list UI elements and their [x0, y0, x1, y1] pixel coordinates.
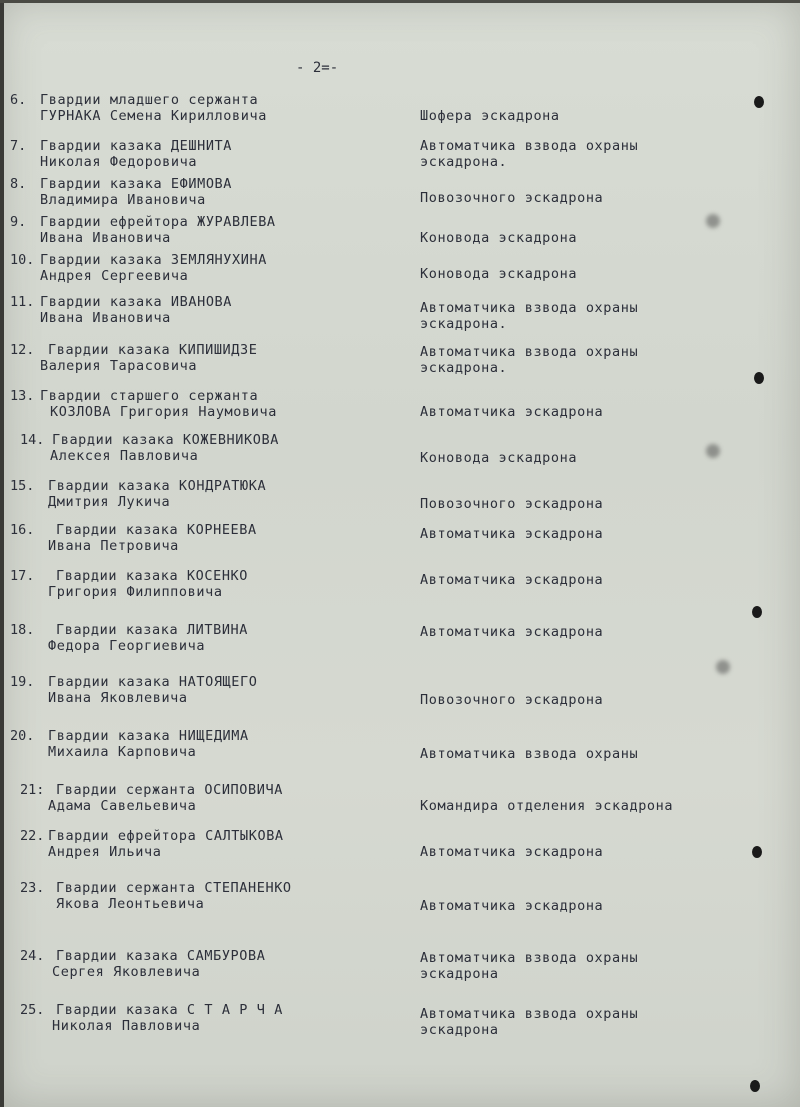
entry-rank-surname: Гвардии казака КОРНЕЕВА: [56, 522, 257, 538]
entry-rank-surname: Гвардии старшего сержанта: [40, 388, 259, 404]
entry-rank-surname: Гвардии казака ЗЕМЛЯНУХИНА: [40, 252, 267, 268]
entry-given-names: ГУРНАКА Семена Кирилловича: [40, 108, 267, 124]
entry-given-names: Владимира Ивановича: [40, 192, 206, 208]
entry-position: Автоматчика взвода охраны: [420, 950, 639, 966]
entry-position: эскадрона.: [420, 360, 508, 376]
entry-position: эскадрона: [420, 966, 499, 982]
entry-number: 23.: [20, 880, 45, 896]
entry-position: Автоматчика эскадрона: [420, 572, 604, 588]
entry-rank-surname: Гвардии казака КОНДРАТЮКА: [48, 478, 267, 494]
entry-position: Автоматчика эскадрона: [420, 624, 604, 640]
entry-number: 17.: [10, 568, 35, 584]
entry-position: Автоматчика взвода охраны: [420, 1006, 639, 1022]
entry-rank-surname: Гвардии казака ДЕШНИТА: [40, 138, 233, 154]
entry-given-names: Ивана Ивановича: [40, 230, 171, 246]
punch-hole: [750, 1080, 760, 1092]
entry-rank-surname: Гвардии сержанта СТЕПАНЕНКО: [56, 880, 292, 896]
entry-position: Коновода эскадрона: [420, 230, 578, 246]
entry-rank-surname: Гвардии казака ИВАНОВА: [40, 294, 233, 310]
entry-rank-surname: Гвардии ефрейтора ЖУРАВЛЕВА: [40, 214, 276, 230]
entry-position: Повозочного эскадрона: [420, 692, 604, 708]
page-top-edge: [0, 0, 800, 3]
entry-given-names: Ивана Ивановича: [40, 310, 171, 326]
entry-rank-surname: Гвардии казака САМБУРОВА: [56, 948, 266, 964]
entry-number: 18.: [10, 622, 35, 638]
entry-given-names: Михаила Карповича: [48, 744, 197, 760]
entry-position: эскадрона: [420, 1022, 499, 1038]
entry-number: 19.: [10, 674, 35, 690]
entry-number: 8.: [10, 176, 27, 192]
entry-position: Автоматчика взвода охраны: [420, 138, 639, 154]
entry-position: Коновода эскадрона: [420, 450, 578, 466]
entry-position: Автоматчика эскадрона: [420, 844, 604, 860]
entry-given-names: Ивана Петровича: [48, 538, 179, 554]
entry-position: Автоматчика эскадрона: [420, 526, 604, 542]
entry-given-names: Андрея Ильича: [48, 844, 162, 860]
entry-rank-surname: Гвардии казака КИПИШИДЗЕ: [48, 342, 258, 358]
entry-number: 20.: [10, 728, 35, 744]
page-number: - 2=-: [296, 60, 339, 76]
entry-number: 13.: [10, 388, 35, 404]
entry-position: Шофера эскадрона: [420, 108, 560, 124]
ink-smudge: [716, 660, 730, 674]
entry-rank-surname: Гвардии казака НИЩЕДИМА: [48, 728, 249, 744]
entry-number: 10.: [10, 252, 35, 268]
punch-hole: [754, 372, 764, 384]
entry-number: 14.: [20, 432, 45, 448]
ink-smudge: [706, 214, 720, 228]
entry-given-names: Николая Павловича: [52, 1018, 201, 1034]
entry-number: 15.: [10, 478, 35, 494]
entry-given-names: Андрея Сергеевича: [40, 268, 189, 284]
entry-number: 21:: [20, 782, 45, 798]
page-left-edge: [0, 0, 4, 1107]
entry-rank-surname: Гвардии сержанта ОСИПОВИЧА: [56, 782, 283, 798]
entry-given-names: Николая Федоровича: [40, 154, 198, 170]
entry-number: 9.: [10, 214, 27, 230]
entry-position: Повозочного эскадрона: [420, 190, 604, 206]
entry-rank-surname: Гвардии казака КОЖЕВНИКОВА: [52, 432, 279, 448]
entry-position: Автоматчика эскадрона: [420, 404, 604, 420]
entry-position: Автоматчика взвода охраны: [420, 746, 639, 762]
entry-number: 25.: [20, 1002, 45, 1018]
punch-hole: [752, 606, 762, 618]
entry-given-names: Дмитрия Лукича: [48, 494, 171, 510]
entry-position: Автоматчика взвода охраны: [420, 300, 639, 316]
entry-given-names: Григория Филипповича: [48, 584, 223, 600]
entry-position: эскадрона.: [420, 154, 508, 170]
entry-number: 24.: [20, 948, 45, 964]
entry-rank-surname: Гвардии казака С Т А Р Ч А: [56, 1002, 283, 1018]
entry-number: 7.: [10, 138, 27, 154]
ink-smudge: [706, 444, 720, 458]
entry-rank-surname: Гвардии казака ЛИТВИНА: [56, 622, 249, 638]
entry-position: Автоматчика эскадрона: [420, 898, 604, 914]
entry-position: эскадрона.: [420, 316, 508, 332]
entry-given-names: Якова Леонтьевича: [56, 896, 205, 912]
entry-rank-surname: Гвардии казака КОСЕНКО: [56, 568, 249, 584]
entry-number: 11.: [10, 294, 35, 310]
entry-given-names: Сергея Яковлевича: [52, 964, 201, 980]
entry-rank-surname: Гвардии казака ЕФИМОВА: [40, 176, 233, 192]
punch-hole: [752, 846, 762, 858]
entry-number: 22.: [20, 828, 45, 844]
entry-given-names: КОЗЛОВА Григория Наумовича: [50, 404, 277, 420]
entry-given-names: Федора Георгиевича: [48, 638, 206, 654]
entry-number: 12.: [10, 342, 35, 358]
entry-position: Повозочного эскадрона: [420, 496, 604, 512]
entry-position: Командира отделения эскадрона: [420, 798, 674, 814]
entry-given-names: Валерия Тарасовича: [40, 358, 198, 374]
entry-position: Автоматчика взвода охраны: [420, 344, 639, 360]
entry-rank-surname: Гвардии ефрейтора САЛТЫКОВА: [48, 828, 284, 844]
entry-number: 6.: [10, 92, 27, 108]
entry-position: Коновода эскадрона: [420, 266, 578, 282]
punch-hole: [754, 96, 764, 108]
entry-number: 16.: [10, 522, 35, 538]
entry-given-names: Алексея Павловича: [50, 448, 199, 464]
entry-rank-surname: Гвардии казака НАТОЯЩЕГО: [48, 674, 258, 690]
entry-given-names: Адама Савельевича: [48, 798, 197, 814]
entry-rank-surname: Гвардии младшего сержанта: [40, 92, 259, 108]
entry-given-names: Ивана Яковлевича: [48, 690, 188, 706]
